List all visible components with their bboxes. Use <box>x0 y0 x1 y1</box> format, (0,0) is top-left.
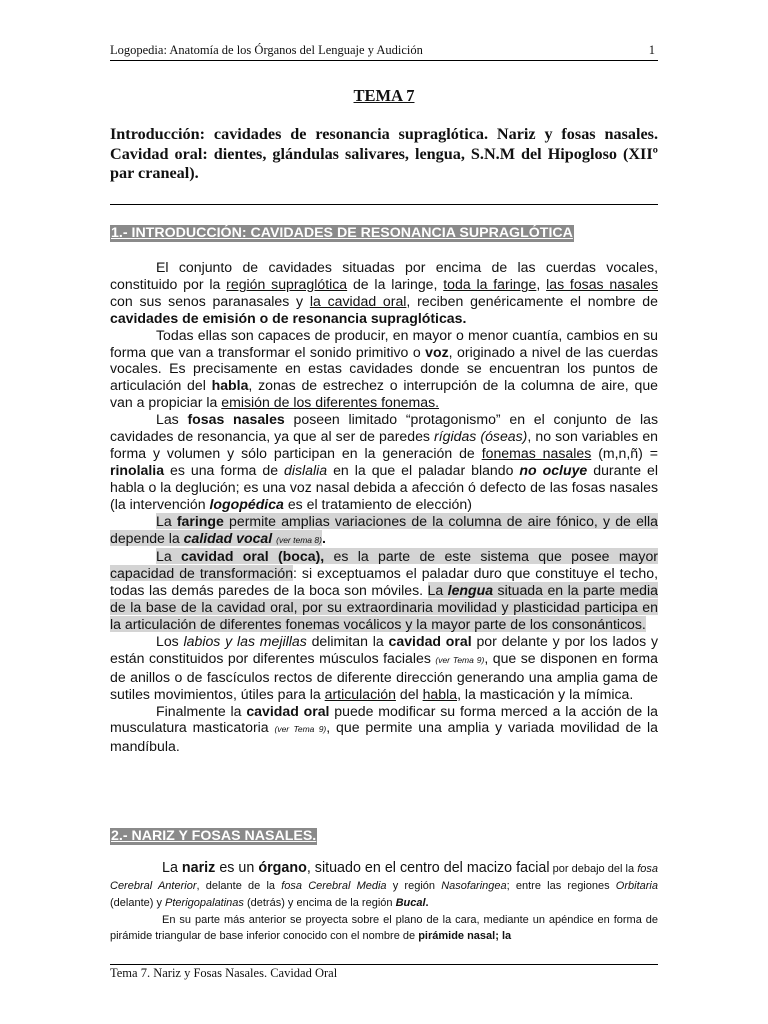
page-number: 1 <box>648 43 655 57</box>
chapter-intro: Introducción: cavidades de resonancia supraglótica. Nariz y fosas nasales. Cavidad oral: dientes, glándulas salivares, lengua, S.N.M del Hipogloso (XIIº par craneal). <box>110 125 658 182</box>
page-footer: Tema 7. Nariz y Fosas Nasales. Cavidad Oral <box>110 964 658 981</box>
course-title: Logopedia: Anatomía de los Órganos del Lenguaje y Audición <box>110 43 423 57</box>
section-heading-2: 2.- NARIZ Y FOSAS NASALES. <box>111 828 317 844</box>
paragraph: Las fosas nasales poseen limitado “protagonismo” en el conjunto de las cavidades de resonancia, ya que al ser de paredes rígidas (óseas), no son variables en forma y volumen y sólo participan en la generación de fonemas nasales (m,n,ñ) = rinolalia es una forma de dislalia en la que el paladar blando no ocluye durante el habla o la deglución; es una voz nasal debida a afección ó defecto de las fosas nasales (la intervención logopédica es el tratamiento de elección) <box>110 411 659 512</box>
paragraph: En su parte más anterior se proyecta sobre el plano de la cara, mediante un apéndice en forma de pirámide triangular de base inferior conocido con el nombre de pirámide nasal; la <box>110 914 658 942</box>
chapter-title: TEMA 7 <box>353 86 415 105</box>
paragraph: La nariz es un órgano, situado en el centro del macizo facial por debajo del la fosa Cerebral Anterior, delante de la fosa Cerebral Media y región Nasofaringea; entre las regiones Orbitaria (delante) y Pterigopalatinas (detrás) y encima de la región Bucal. <box>110 860 659 909</box>
divider <box>110 204 658 205</box>
section-2-body <box>110 860 658 944</box>
paragraph: Todas ellas son capaces de producir, en mayor o menor cuantía, cambios en su forma que van a transformar el sonido primitivo o voz, originado a nivel de las cuerdas vocales. Es precisamente en estas cavidades donde se encuentran los puntos de articulación del habla, zonas de estrechez o interrupción de la columna de aire, que van a propiciar la emisión de los diferentes fonemas. <box>110 326 659 411</box>
page-header <box>110 43 658 61</box>
paragraph: El conjunto de cavidades situadas por encima de las cuerdas vocales, constituido por la región supraglótica de la laringe, toda la faringe, las fosas nasales con sus senos paranasales y la cavidad oral, reciben genéricamente el nombre de cavidades de emisión o de resonancia supraglóticas. <box>110 259 658 326</box>
section-heading-1: 1.- INTRODUCCIÓN: CAVIDADES DE RESONANCIA SUPRAGLÓTICA <box>111 225 573 241</box>
paragraph: La faringe permite amplias variaciones de la columna de aire fónico, y de ella depende la calidad vocal (ver tema 8). <box>110 512 659 546</box>
paragraph: Los labios y las mejillas delimitan la cavidad oral por delante y por los lados y están constituidos por diferentes músculos faciales (ver Tema 9), que se disponen en forma de anillos o de fascículos rectos de diferente dirección generando una amplia gama de sutiles movimientos, útiles para la articulación del habla, la masticación y la mímica. <box>110 632 658 702</box>
section-1-body <box>110 259 658 755</box>
paragraph: La cavidad oral (boca), es la parte de este sistema que posee mayor capacidad de transformación: si exceptuamos el paladar duro que constituye el techo, todas las demás paredes de la boca son móviles. La lengua situada en la parte media de la base de la cavidad oral, por su extraordinaria movilidad y plasticidad participa en la articulación de diferentes fonemas vocálicos y la mayor parte de los consonánticos. <box>110 548 658 633</box>
paragraph: Finalmente la cavidad oral puede modificar su forma merced a la acción de la musculatura masticatoria (ver Tema 9), que permite una amplia y variada movilidad de la mandíbula. <box>110 702 658 755</box>
